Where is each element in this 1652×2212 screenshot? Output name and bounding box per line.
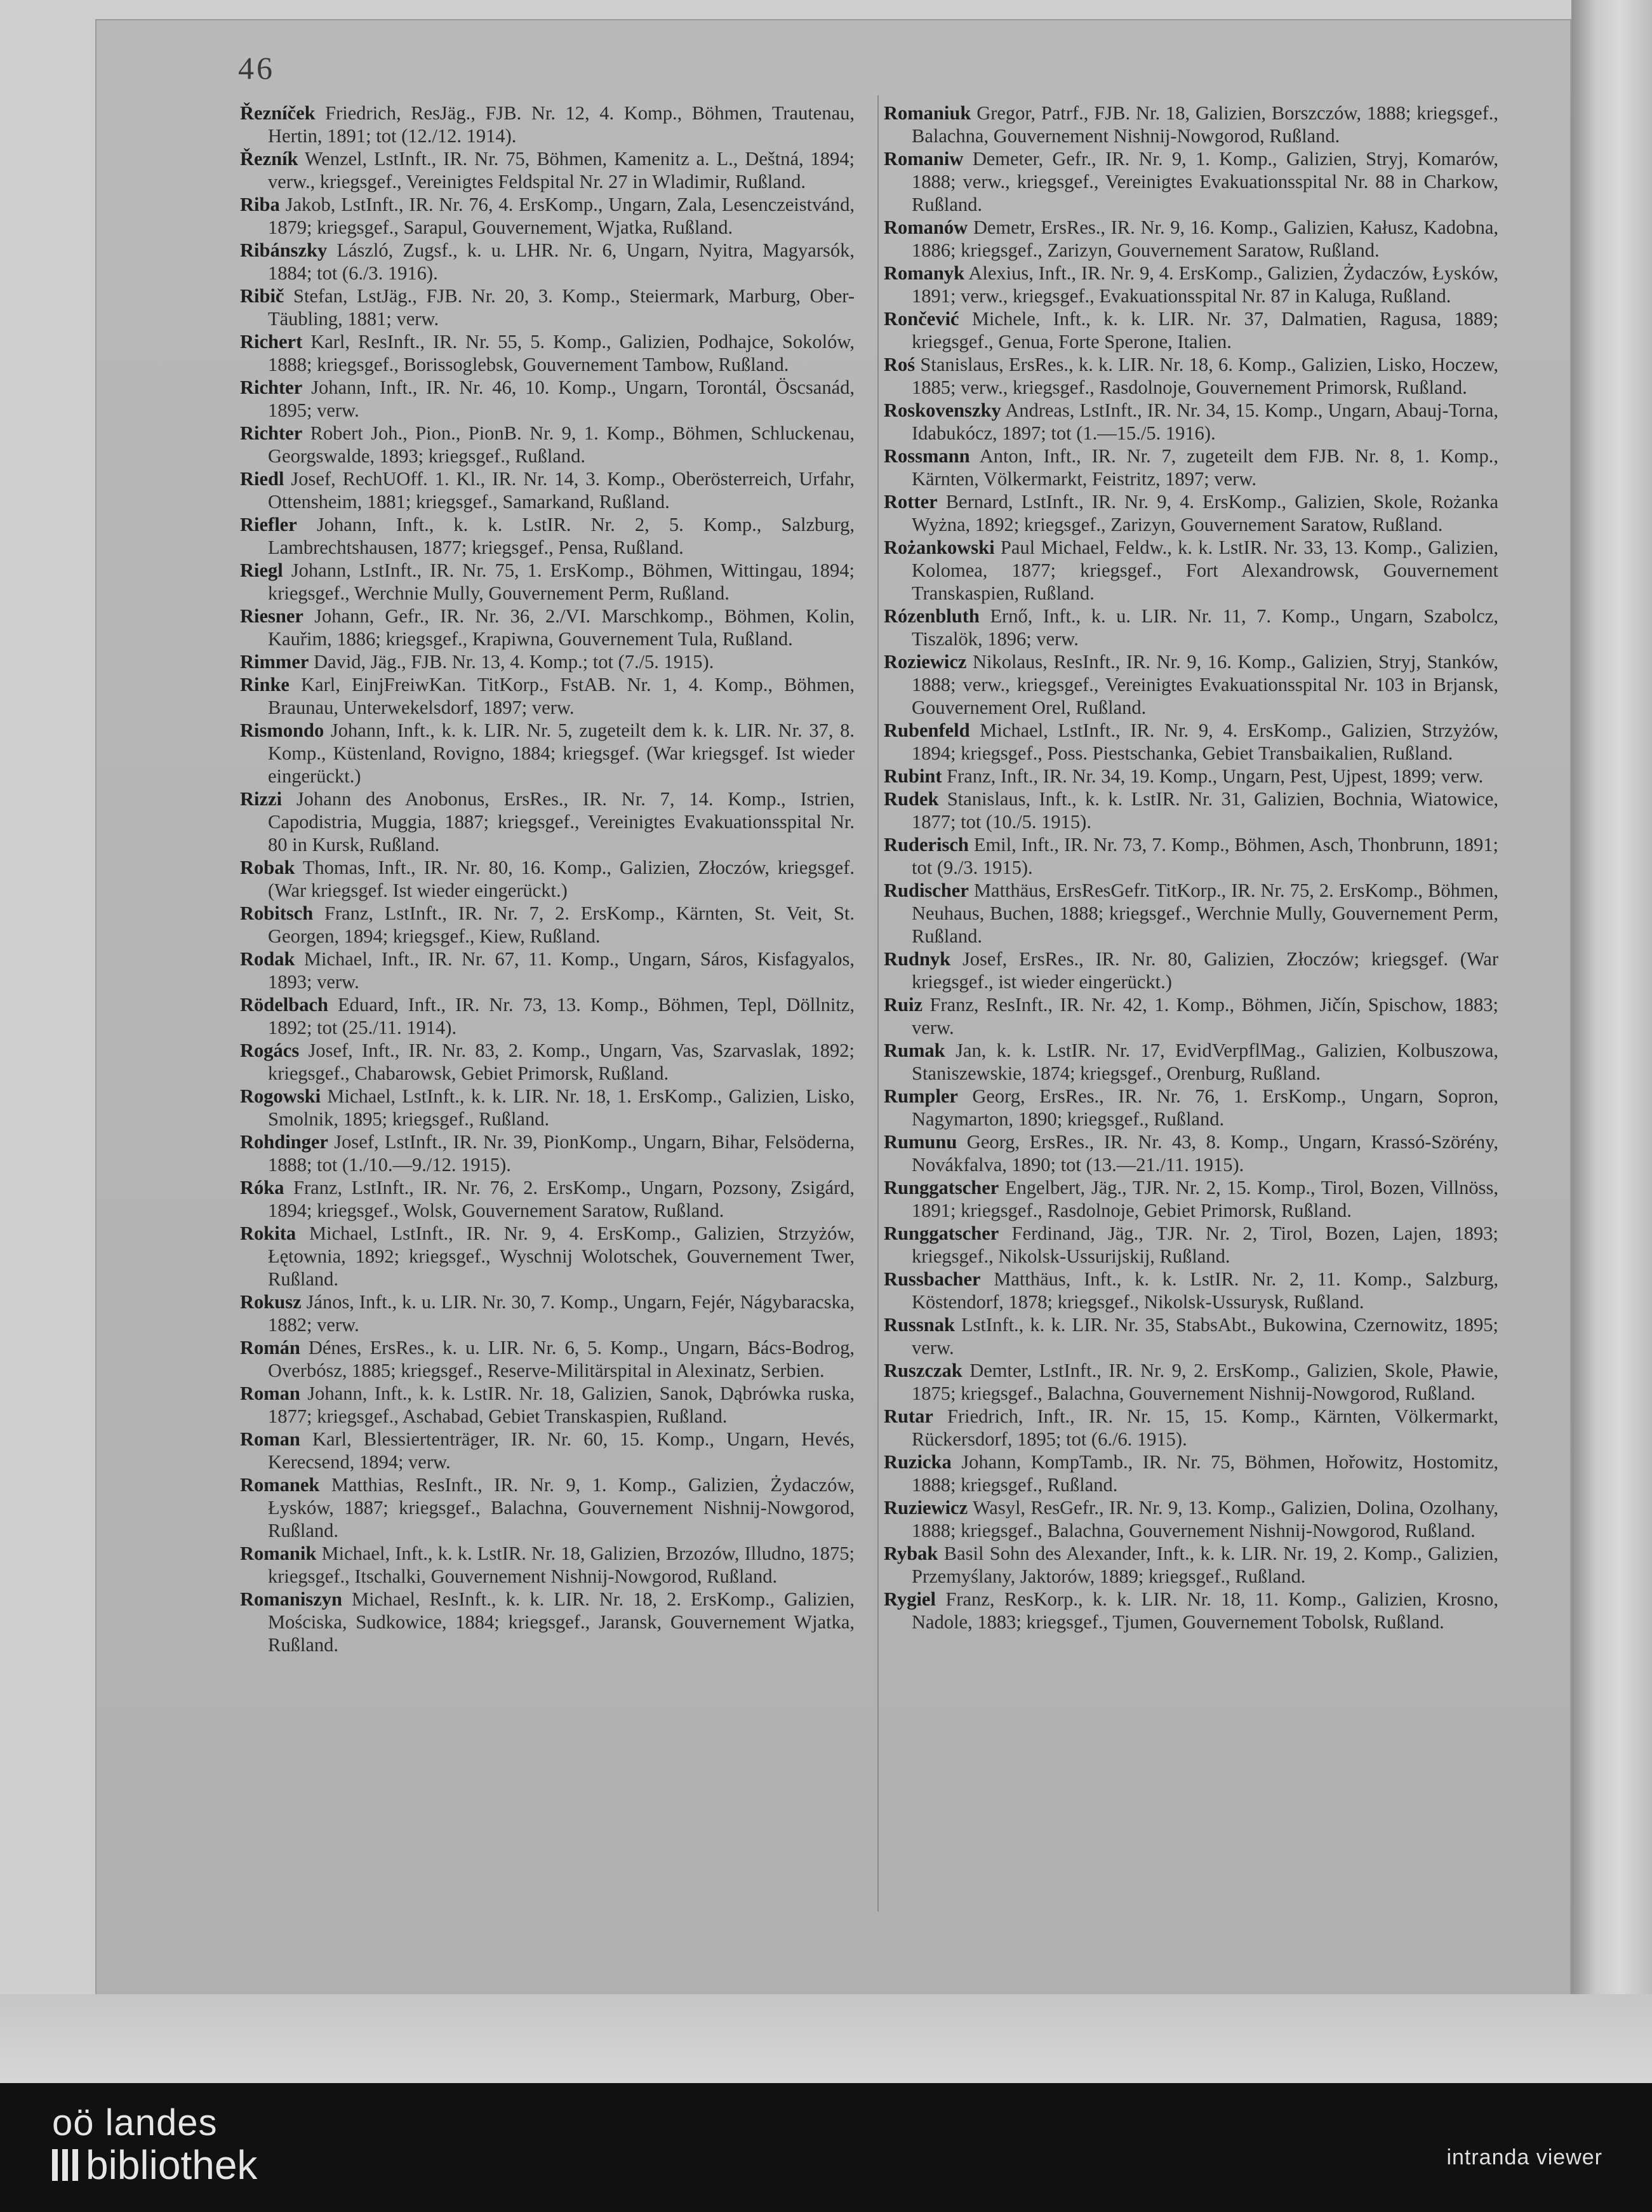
register-entry	[884, 1405, 1498, 1451]
entry-surname: Rutar	[884, 1405, 933, 1427]
register-entry	[884, 765, 1498, 788]
register-entry	[240, 330, 855, 376]
register-entry	[884, 1222, 1498, 1268]
entry-details: Josef, RechUOff. 1. Kl., IR. Nr. 14, 3. Komp., Oberösterreich, Urfahr, Ottensheim, 1881; kriegsgef., Samarkand, Rußland.	[268, 468, 855, 513]
entry-surname: Rossmann	[884, 445, 970, 467]
register-entry	[240, 673, 855, 719]
entry-surname: Rončević	[884, 308, 959, 330]
entry-surname: Robak	[240, 857, 295, 878]
entry-details: Georg, ErsRes., IR. Nr. 43, 8. Komp., Ungarn, Krassó-Szörény, Novákfalva, 1890; tot (13.—21./11. 1915).	[912, 1131, 1498, 1176]
entry-details: Jakob, LstInft., IR. Nr. 76, 4. ErsKomp., Ungarn, Zala, Lesenczeistvánd, 1879; kriegsgef., Sarapul, Gouvernement, Wjatka, Rußland.	[268, 194, 855, 238]
register-entry	[884, 1496, 1498, 1542]
entry-surname: Romanów	[884, 217, 968, 238]
register-entry	[884, 147, 1498, 216]
entry-details: Johann, Inft., IR. Nr. 46, 10. Komp., Ungarn, Torontál, Öscsanád, 1895; verw.	[268, 377, 855, 421]
entry-surname: Rumunu	[884, 1131, 957, 1153]
entry-surname: Runggatscher	[884, 1223, 999, 1244]
entry-details: Paul Michael, Feldw., k. k. LstIR. Nr. 33, 13. Komp., Galizien, Kolomea, 1877; kriegsgef., Fort Alexandrowsk, Gouvernement Transkaspien, Rußland.	[912, 537, 1499, 604]
register-entry	[240, 1290, 855, 1336]
entry-details: Eduard, Inft., IR. Nr. 73, 13. Komp., Böhmen, Tepl, Döllnitz, 1892; tot (25./11. 1914).	[268, 994, 855, 1038]
entry-surname: Rudnyk	[884, 948, 951, 970]
entry-surname: Rózenbluth	[884, 605, 980, 627]
entry-details: Engelbert, Jäg., TJR. Nr. 2, 15. Komp., Tirol, Bozen, Villnöss, 1891; kriegsgef., Rasdolnoje, Gebiet Primorsk, Rußland.	[912, 1177, 1499, 1221]
entry-details: Michael, LstInft., k. k. LIR. Nr. 18, 1. ErsKomp., Galizien, Lisko, Smolnik, 1895; kriegsgef., Rußland.	[268, 1085, 855, 1130]
entry-surname: Rogowski	[240, 1085, 321, 1107]
page-edge	[1571, 0, 1652, 2083]
register-entry	[240, 559, 855, 605]
entry-details: Karl, EinjFreiwKan. TitKorp., FstAB. Nr. 1, 4. Komp., Böhmen, Braunau, Unterwekelsdorf, 1897; verw.	[268, 674, 855, 718]
entry-details: Michael, Inft., IR. Nr. 67, 11. Komp., Ungarn, Sáros, Kisfagyalos, 1893; verw.	[268, 948, 855, 993]
entry-details: Matthäus, ErsResGefr. TitKorp., IR. Nr. 75, 2. ErsKomp., Böhmen, Neuhaus, Buchen, 1888; kriegsgef., Werchnie Mully, Gouvernement Perm, Rußland.	[912, 880, 1499, 947]
register-entry	[884, 1085, 1498, 1130]
entry-details: Franz, Inft., IR. Nr. 34, 19. Komp., Ungarn, Pest, Ujpest, 1899; verw.	[947, 765, 1484, 787]
logo-line-2	[52, 2143, 257, 2187]
register-entry	[884, 307, 1498, 353]
right-column	[884, 102, 1498, 1633]
register-entry	[240, 1222, 855, 1290]
register-entry	[884, 1130, 1498, 1176]
entry-details: Michele, Inft., k. k. LIR. Nr. 37, Dalmatien, Ragusa, 1889; kriegsgef., Genua, Forte Sperone, Italien.	[912, 308, 1498, 352]
entry-surname: Rohdinger	[240, 1131, 328, 1153]
entry-surname: Riefler	[240, 514, 297, 535]
entry-details: Michael, LstInft., IR. Nr. 9, 4. ErsKomp., Galizien, Strzyżów, 1894; kriegsgef., Poss. Piestschanka, Gebiet Transbaikalien, Rußland.	[912, 720, 1499, 764]
entry-details: Emil, Inft., IR. Nr. 73, 7. Komp., Böhmen, Asch, Thonbrunn, 1891; tot (9./3. 1915).	[912, 834, 1498, 878]
register-entry	[240, 993, 855, 1039]
entry-details: Demeter, Gefr., IR. Nr. 9, 1. Komp., Galizien, Stryj, Komarów, 1888; verw., kriegsgef., Vereinigtes Evakuationsspital Nr. 88 in Charkow, Rußland.	[912, 148, 1498, 215]
entry-surname: Róka	[240, 1177, 284, 1198]
entry-details: Alexius, Inft., IR. Nr. 9, 4. ErsKomp., Galizien, Żydaczów, Łysków, 1891; verw., kriegsgef., Evakuationsspital Nr. 87 in Kaluga, Rußland.	[912, 262, 1498, 307]
register-entry	[884, 1176, 1498, 1222]
entry-surname: Roman	[240, 1383, 300, 1404]
register-entry	[240, 193, 855, 239]
entry-surname: Ruderisch	[884, 834, 969, 855]
register-entry	[240, 788, 855, 856]
entry-surname: Rimmer	[240, 651, 309, 673]
entry-details: Franz, LstInft., IR. Nr. 76, 2. ErsKomp., Ungarn, Pozsony, Zsigárd, 1894; kriegsgef., Wolsk, Gouvernement Saratow, Rußland.	[268, 1177, 855, 1221]
entry-details: Friedrich, Inft., IR. Nr. 15, 15. Komp., Kärnten, Völkermarkt, Rückersdorf, 1895; tot (6./6. 1915).	[912, 1405, 1499, 1450]
register-entry	[240, 719, 855, 788]
entry-surname: Řezník	[240, 148, 298, 170]
entry-details: Georg, ErsRes., IR. Nr. 76, 1. ErsKomp., Ungarn, Sopron, Nagymarton, 1890; kriegsgef., Rußland.	[912, 1085, 1499, 1130]
register-entry	[884, 445, 1498, 490]
entry-details: Josef, Inft., IR. Nr. 83, 2. Komp., Ungarn, Vas, Szarvaslak, 1892; kriegsgef., Chabarowsk, Gebiet Primorsk, Rußland.	[268, 1040, 855, 1084]
entry-details: Johann, LstInft., IR. Nr. 75, 1. ErsKomp., Böhmen, Wittingau, 1894; kriegsgef., Werchnie Mully, Gouvernement Perm, Rußland.	[268, 560, 855, 604]
entry-surname: Řezníček	[240, 102, 316, 124]
entry-surname: Rokusz	[240, 1291, 302, 1313]
register-entry	[240, 513, 855, 559]
entry-details: Wasyl, ResGefr., IR. Nr. 9, 13. Komp., Galizien, Dolina, Ozolhany, 1888; kriegsgef., Balachna, Gouvernement Nishnij-Nowgorod, Rußland.	[912, 1497, 1498, 1541]
entry-details: Anton, Inft., IR. Nr. 7, zugeteilt dem FJB. Nr. 8, 1. Komp., Kärnten, Völkermarkt, Feistritz, 1897; verw.	[912, 445, 1499, 490]
register-entry	[240, 902, 855, 948]
entry-surname: Rödelbach	[240, 994, 328, 1016]
register-entry	[240, 422, 855, 467]
entry-surname: Russbacher	[884, 1268, 981, 1290]
entry-details: Nikolaus, ResInft., IR. Nr. 9, 16. Komp., Galizien, Stryj, Stanków, 1888; verw., kriegsgef., Vereinigtes Evakuationsspital Nr. 103 in Brjansk, Gouvernement Orel, Rußland.	[912, 651, 1498, 718]
register-entry	[884, 216, 1498, 262]
entry-surname: Romanek	[240, 1474, 320, 1496]
entry-surname: Riegl	[240, 560, 283, 581]
entry-details: Franz, ResKorp., k. k. LIR. Nr. 18, 11. Komp., Galizien, Krosno, Nadole, 1883; kriegsgef., Tjumen, Gouvernement Tobolsk, Rußland.	[912, 1588, 1499, 1633]
register-entry	[884, 102, 1498, 147]
register-entry	[884, 490, 1498, 536]
entry-details: LstInft., k. k. LIR. Nr. 35, StabsAbt., Bukowina, Czernowitz, 1895; verw.	[912, 1314, 1499, 1358]
register-entry	[884, 1542, 1498, 1588]
logo-bars-icon	[52, 2149, 78, 2181]
entry-surname: Romanik	[240, 1543, 317, 1564]
entry-surname: Roziewicz	[884, 651, 967, 673]
entry-details: Thomas, Inft., IR. Nr. 80, 16. Komp., Galizien, Złoczów, kriegsgef. (War kriegsgef. Ist wieder eingerückt.)	[268, 857, 855, 901]
logo-line-1: oö landes	[52, 2102, 218, 2143]
entry-details: Robert Joh., Pion., PionB. Nr. 9, 1. Komp., Böhmen, Schluckenau, Georgswalde, 1893; kriegsgef., Rußland.	[268, 422, 855, 467]
register-entry	[240, 1039, 855, 1085]
register-entry	[884, 788, 1498, 833]
entry-details: Michael, ResInft., k. k. LIR. Nr. 18, 2. ErsKomp., Galizien, Mościska, Sudkowice, 1884; kriegsgef., Jaransk, Gouvernement Wjatka, Rußland.	[268, 1588, 855, 1656]
entry-details: Wenzel, LstInft., IR. Nr. 75, Böhmen, Kamenitz a. L., Deštná, 1894; verw., kriegsgef., Vereinigtes Feldspital Nr. 27 in Wladimir, Rußland.	[268, 148, 855, 192]
entry-details: Friedrich, ResJäg., FJB. Nr. 12, 4. Komp., Böhmen, Trautenau, Hertin, 1891; tot (12./12. 1914).	[268, 102, 855, 147]
register-entry	[240, 102, 855, 147]
register-entry	[240, 1428, 855, 1473]
register-entry	[240, 1085, 855, 1130]
entry-surname: Ruzicka	[884, 1451, 952, 1473]
entry-surname: Rumak	[884, 1040, 945, 1061]
register-entry	[240, 1473, 855, 1542]
column-divider	[877, 95, 879, 1912]
register-entry	[884, 1451, 1498, 1496]
entry-surname: Romanyk	[884, 262, 965, 284]
entry-details: Gregor, Patrf., FJB. Nr. 18, Galizien, Borszczów, 1888; kriegsgef., Balachna, Gouvernement Nishnij-Nowgorod, Rußland.	[912, 102, 1499, 147]
entry-surname: Rubint	[884, 765, 942, 787]
entry-details: Johann, Gefr., IR. Nr. 36, 2./VI. Marschkomp., Böhmen, Kolin, Kauřim, 1886; kriegsgef., Krapiwna, Gouvernement Tula, Rußland.	[268, 605, 855, 650]
entry-surname: Román	[240, 1337, 300, 1358]
entry-details: Johann, Inft., k. k. LstIR. Nr. 2, 5. Komp., Salzburg, Lambrechtshausen, 1877; kriegsgef., Pensa, Rußland.	[268, 514, 855, 558]
logo-line-2-text: bibliothek	[86, 2142, 258, 2188]
entry-details: Bernard, LstInft., IR. Nr. 9, 4. ErsKomp., Galizien, Skole, Rożanka Wyżna, 1892; kriegsgef., Zarizyn, Gouvernement Saratow, Rußland.	[912, 491, 1498, 535]
entry-surname: Romaniw	[884, 148, 964, 170]
register-entry	[240, 856, 855, 902]
entry-surname: Rodak	[240, 948, 295, 970]
entry-details: Johann, KompTamb., IR. Nr. 75, Böhmen, Hořowitz, Hostomitz, 1888; kriegsgef., Rußland.	[912, 1451, 1499, 1496]
entry-surname: Riba	[240, 194, 280, 215]
register-entry	[884, 1359, 1498, 1405]
register-entry	[884, 262, 1498, 307]
register-entry	[884, 833, 1498, 879]
register-entry	[240, 1588, 855, 1656]
entry-details: Johann, Inft., k. k. LIR. Nr. 5, zugeteilt dem k. k. LIR. Nr. 37, 8. Komp., Küstenland, Rovigno, 1884; kriegsgef. (War kriegsgef. Ist wieder eingerückt.)	[268, 720, 855, 787]
register-entry	[884, 1039, 1498, 1085]
entry-surname: Ruszczak	[884, 1360, 963, 1381]
entry-details: Andreas, LstInft., IR. Nr. 34, 15. Komp., Ungarn, Abauj-Torna, Idabukócz, 1897; tot (1.—15./5. 1916).	[912, 399, 1498, 444]
entry-surname: Ribánszky	[240, 239, 328, 261]
register-entry	[240, 1382, 855, 1428]
entry-details: Michael, LstInft., IR. Nr. 9, 4. ErsKomp., Galizien, Strzyżów, Łętownia, 1892; kriegsgef., Wyschnij Wolotschek, Gouvernement Twer, Rußland.	[268, 1223, 855, 1290]
entry-details: Demetr, ErsRes., IR. Nr. 9, 16. Komp., Galizien, Kałusz, Kadobna, 1886; kriegsgef., Zarizyn, Gouvernement Saratow, Rußland.	[912, 217, 1499, 261]
entry-details: Josef, LstInft., IR. Nr. 39, PionKomp., Ungarn, Bihar, Felsöderna, 1888; tot (1./10.—9./12. 1915).	[268, 1131, 855, 1176]
register-entry	[240, 239, 855, 285]
entry-surname: Rismondo	[240, 720, 324, 741]
register-entry	[240, 147, 855, 193]
register-entry	[884, 1588, 1498, 1633]
register-entry	[884, 993, 1498, 1039]
page-number: 46	[238, 50, 275, 86]
entry-surname: Runggatscher	[884, 1177, 999, 1198]
entry-surname: Rotter	[884, 491, 938, 513]
entry-surname: Ruiz	[884, 994, 923, 1016]
entry-details: Stanislaus, Inft., k. k. LstIR. Nr. 31, Galizien, Bochnia, Wiatowice, 1877; tot (10./5. 1915).	[912, 788, 1498, 833]
register-entry	[884, 719, 1498, 765]
register-entry	[884, 399, 1498, 445]
entry-details: Basil Sohn des Alexander, Inft., k. k. LIR. Nr. 19, 2. Komp., Galizien, Przemyślany, Jaktorów, 1889; kriegsgef., Rußland.	[912, 1543, 1498, 1587]
viewer-label: intranda viewer	[1446, 2145, 1602, 2169]
entry-details: Karl, Blessiertenträger, IR. Nr. 60, 15. Komp., Ungarn, Hevés, Kerecsend, 1894; verw.	[268, 1428, 855, 1473]
left-column	[240, 102, 855, 1656]
entry-surname: Richter	[240, 377, 303, 398]
entry-details: Johann des Anobonus, ErsRes., IR. Nr. 7, 14. Komp., Istrien, Capodistria, Muggia, 1887; kriegsgef., Vereinigtes Evakuationsspital Nr. 80 in Kursk, Rußland.	[268, 788, 855, 855]
register-entry	[240, 1542, 855, 1588]
entry-details: János, Inft., k. u. LIR. Nr. 30, 7. Komp., Ungarn, Fejér, Nágybaracska, 1882; verw.	[268, 1291, 855, 1336]
entry-surname: Romaniszyn	[240, 1588, 342, 1610]
entry-details: David, Jäg., FJB. Nr. 13, 4. Komp.; tot (7./5. 1915).	[314, 651, 714, 673]
entry-surname: Roś	[884, 354, 916, 375]
library-logo[interactable]	[52, 2103, 257, 2187]
entry-surname: Rokita	[240, 1223, 296, 1244]
entry-surname: Robitsch	[240, 902, 314, 924]
entry-surname: Rogács	[240, 1040, 300, 1061]
entry-surname: Roskovenszky	[884, 399, 1001, 421]
entry-surname: Rudischer	[884, 880, 969, 901]
entry-surname: Ribič	[240, 285, 284, 307]
entry-details: Matthäus, Inft., k. k. LstIR. Nr. 2, 11. Komp., Salzburg, Köstendorf, 1878; kriegsgef., Nikolsk-Ussurysk, Rußland.	[912, 1268, 1499, 1313]
register-entry	[884, 536, 1498, 605]
entry-details: Ernő, Inft., k. u. LIR. Nr. 11, 7. Komp., Ungarn, Szabolcz, Tiszalök, 1896; verw.	[912, 605, 1498, 650]
entry-surname: Rygiel	[884, 1588, 936, 1610]
entry-details: Matthias, ResInft., IR. Nr. 9, 1. Komp., Galizien, Żydaczów, Łysków, 1887; kriegsgef., Balachna, Gouvernement Nishnij-Nowgorod, Rußland.	[268, 1474, 855, 1541]
entry-details: Demter, LstInft., IR. Nr. 9, 2. ErsKomp., Galizien, Skole, Pławie, 1875; kriegsgef., Balachna, Gouvernement Nishnij-Nowgorod, Rußland.	[912, 1360, 1499, 1404]
register-entry	[884, 605, 1498, 650]
entry-details: Johann, Inft., k. k. LstIR. Nr. 18, Galizien, Sanok, Dąbrówka ruska, 1877; kriegsgef., Aschabad, Gebiet Transkaspien, Rußland.	[268, 1383, 855, 1427]
entry-details: Franz, LstInft., IR. Nr. 7, 2. ErsKomp., Kärnten, St. Veit, St. Georgen, 1894; kriegsgef., Kiew, Rußland.	[268, 902, 855, 947]
register-entry	[240, 948, 855, 993]
register-entry	[240, 467, 855, 513]
entry-surname: Rinke	[240, 674, 290, 695]
register-entry	[884, 879, 1498, 948]
entry-details: Michael, Inft., k. k. LstIR. Nr. 18, Galizien, Brzozów, Illudno, 1875; kriegsgef., Itschalki, Gouvernement Nishnij-Nowgorod, Rußland.	[268, 1543, 855, 1587]
register-entry	[884, 650, 1498, 719]
entry-surname: Riedl	[240, 468, 284, 490]
entry-surname: Russnak	[884, 1314, 955, 1336]
entry-surname: Rizzi	[240, 788, 283, 810]
entry-surname: Riesner	[240, 605, 303, 627]
register-entry	[884, 948, 1498, 993]
entry-surname: Rumpler	[884, 1085, 958, 1107]
entry-details: Ferdinand, Jäg., TJR. Nr. 2, Tirol, Bozen, Lajen, 1893; kriegsgef., Nikolsk-Ussurijskij, Rußland.	[912, 1223, 1498, 1267]
entry-details: Jan, k. k. LstIR. Nr. 17, EvidVerpflMag., Galizien, Kolbuszowa, Staniszewskie, 1874; kriegsgef., Orenburg, Rußland.	[912, 1040, 1498, 1084]
entry-surname: Rudek	[884, 788, 939, 810]
entry-details: Stefan, LstJäg., FJB. Nr. 20, 3. Komp., Steiermark, Marburg, Ober-Täubling, 1881; verw.	[268, 285, 855, 330]
entry-surname: Rożankowski	[884, 537, 995, 558]
entry-details: Karl, ResInft., IR. Nr. 55, 5. Komp., Galizien, Podhajce, Sokolów, 1888; kriegsgef., Borissoglebsk, Gouvernement Tambow, Rußland.	[268, 331, 855, 375]
register-entry	[240, 1130, 855, 1176]
entry-surname: Ruziewicz	[884, 1497, 968, 1518]
register-entry	[240, 605, 855, 650]
register-entry	[884, 353, 1498, 399]
register-entry	[884, 1313, 1498, 1359]
page-bottom-margin	[0, 1994, 1652, 2083]
entry-details: Josef, ErsRes., IR. Nr. 80, Galizien, Złoczów; kriegsgef. (War kriegsgef., ist wieder eingerückt.)	[912, 948, 1498, 993]
register-entry	[240, 1176, 855, 1222]
entry-surname: Rybak	[884, 1543, 938, 1564]
entry-details: László, Zugsf., k. u. LHR. Nr. 6, Ungarn, Nyitra, Magyarsók, 1884; tot (6./3. 1916).	[268, 239, 855, 284]
register-entry	[884, 1268, 1498, 1313]
entry-surname: Roman	[240, 1428, 300, 1450]
entry-details: Dénes, ErsRes., k. u. LIR. Nr. 6, 5. Komp., Ungarn, Bács-Bodrog, Overbósz, 1885; kriegsgef., Reserve-Militärspital in Alexinatz, Serbien.	[268, 1337, 855, 1381]
register-entry	[240, 650, 855, 673]
entry-surname: Richert	[240, 331, 303, 352]
entry-details: Franz, ResInft., IR. Nr. 42, 1. Komp., Böhmen, Jičín, Spischow, 1883; verw.	[912, 994, 1499, 1038]
register-entry	[240, 285, 855, 330]
register-entry	[240, 376, 855, 422]
register-entry	[240, 1336, 855, 1382]
entry-surname: Richter	[240, 422, 303, 444]
entry-surname: Romaniuk	[884, 102, 971, 124]
entry-surname: Rubenfeld	[884, 720, 970, 741]
entry-details: Stanislaus, ErsRes., k. k. LIR. Nr. 18, 6. Komp., Galizien, Lisko, Hoczew, 1885; verw., kriegsgef., Rasdolnoje, Gouvernement Primorsk, Rußland.	[912, 354, 1499, 398]
